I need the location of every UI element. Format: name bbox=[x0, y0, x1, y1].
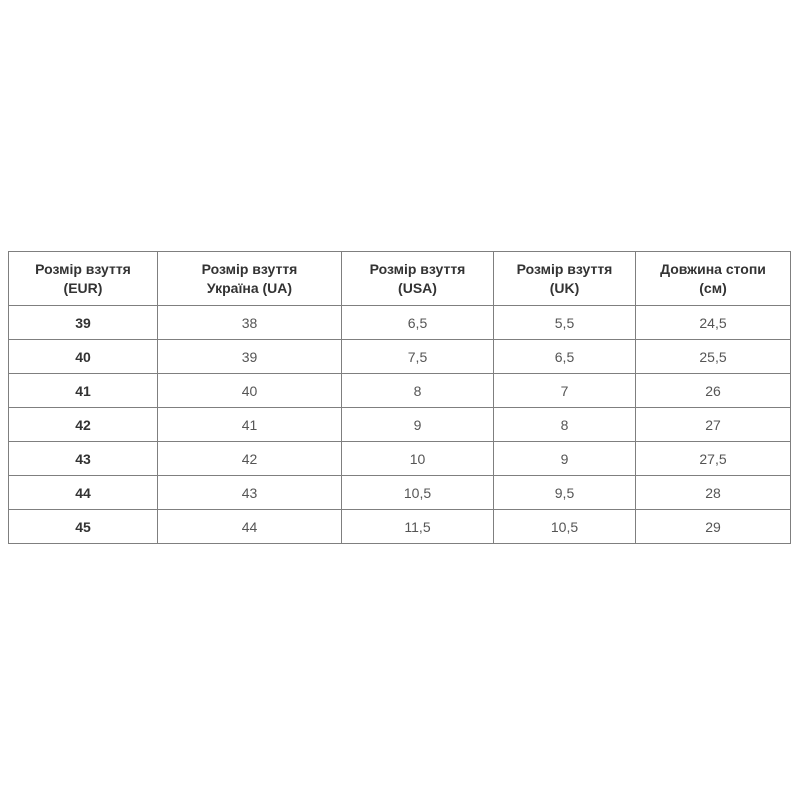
table-cell: 43 bbox=[158, 476, 342, 510]
table-cell: 8 bbox=[342, 374, 494, 408]
column-header-line2: (UK) bbox=[549, 279, 580, 296]
table-cell: 44 bbox=[158, 510, 342, 544]
table-row bbox=[9, 340, 791, 374]
column-header-line1: Довжина стопи bbox=[660, 260, 766, 277]
column-header-line1: Розмір взуття bbox=[516, 260, 613, 277]
table-cell: 27,5 bbox=[636, 442, 791, 476]
column-header-line2: Україна (UA) bbox=[206, 279, 293, 296]
column-header-0 bbox=[9, 252, 158, 306]
table-cell: 9,5 bbox=[494, 476, 636, 510]
table-cell: 7 bbox=[494, 374, 636, 408]
table-cell: 5,5 bbox=[494, 306, 636, 340]
column-header-line2: (см) bbox=[699, 279, 727, 296]
table-cell: 38 bbox=[158, 306, 342, 340]
column-header-line2: (EUR) bbox=[63, 279, 103, 296]
shoe-size-conversion-table bbox=[8, 251, 791, 544]
table-cell: 10,5 bbox=[494, 510, 636, 544]
column-header-3 bbox=[494, 252, 636, 306]
column-header-1 bbox=[158, 252, 342, 306]
table-cell: 25,5 bbox=[636, 340, 791, 374]
table-body bbox=[9, 306, 791, 544]
table-cell: 11,5 bbox=[342, 510, 494, 544]
table-row bbox=[9, 476, 791, 510]
table-header-row bbox=[9, 252, 791, 306]
table-row bbox=[9, 442, 791, 476]
table-row bbox=[9, 510, 791, 544]
table-cell: 42 bbox=[9, 408, 158, 442]
size-conversion-table-container bbox=[8, 251, 790, 544]
table-row bbox=[9, 374, 791, 408]
table-cell: 41 bbox=[9, 374, 158, 408]
column-header-line1: Розмір взуття bbox=[369, 260, 466, 277]
table-cell: 10 bbox=[342, 442, 494, 476]
table-cell: 24,5 bbox=[636, 306, 791, 340]
table-cell: 28 bbox=[636, 476, 791, 510]
table-cell: 27 bbox=[636, 408, 791, 442]
table-cell: 44 bbox=[9, 476, 158, 510]
table-cell: 6,5 bbox=[494, 340, 636, 374]
table-cell: 9 bbox=[494, 442, 636, 476]
column-header-line1: Розмір взуття bbox=[35, 260, 131, 277]
table-cell: 43 bbox=[9, 442, 158, 476]
table-cell: 26 bbox=[636, 374, 791, 408]
table-cell: 40 bbox=[9, 340, 158, 374]
table-cell: 42 bbox=[158, 442, 342, 476]
table-cell: 6,5 bbox=[342, 306, 494, 340]
table-row bbox=[9, 306, 791, 340]
table-cell: 9 bbox=[342, 408, 494, 442]
table-row bbox=[9, 408, 791, 442]
table-cell: 8 bbox=[494, 408, 636, 442]
table-header bbox=[9, 252, 791, 306]
table-cell: 45 bbox=[9, 510, 158, 544]
column-header-line2: (USA) bbox=[398, 279, 437, 296]
table-cell: 39 bbox=[9, 306, 158, 340]
table-cell: 7,5 bbox=[342, 340, 494, 374]
table-cell: 29 bbox=[636, 510, 791, 544]
column-header-4 bbox=[636, 252, 791, 306]
table-cell: 41 bbox=[158, 408, 342, 442]
column-header-2 bbox=[342, 252, 494, 306]
table-cell: 10,5 bbox=[342, 476, 494, 510]
table-cell: 40 bbox=[158, 374, 342, 408]
table-cell: 39 bbox=[158, 340, 342, 374]
column-header-line1: Розмір взуття bbox=[201, 260, 298, 277]
